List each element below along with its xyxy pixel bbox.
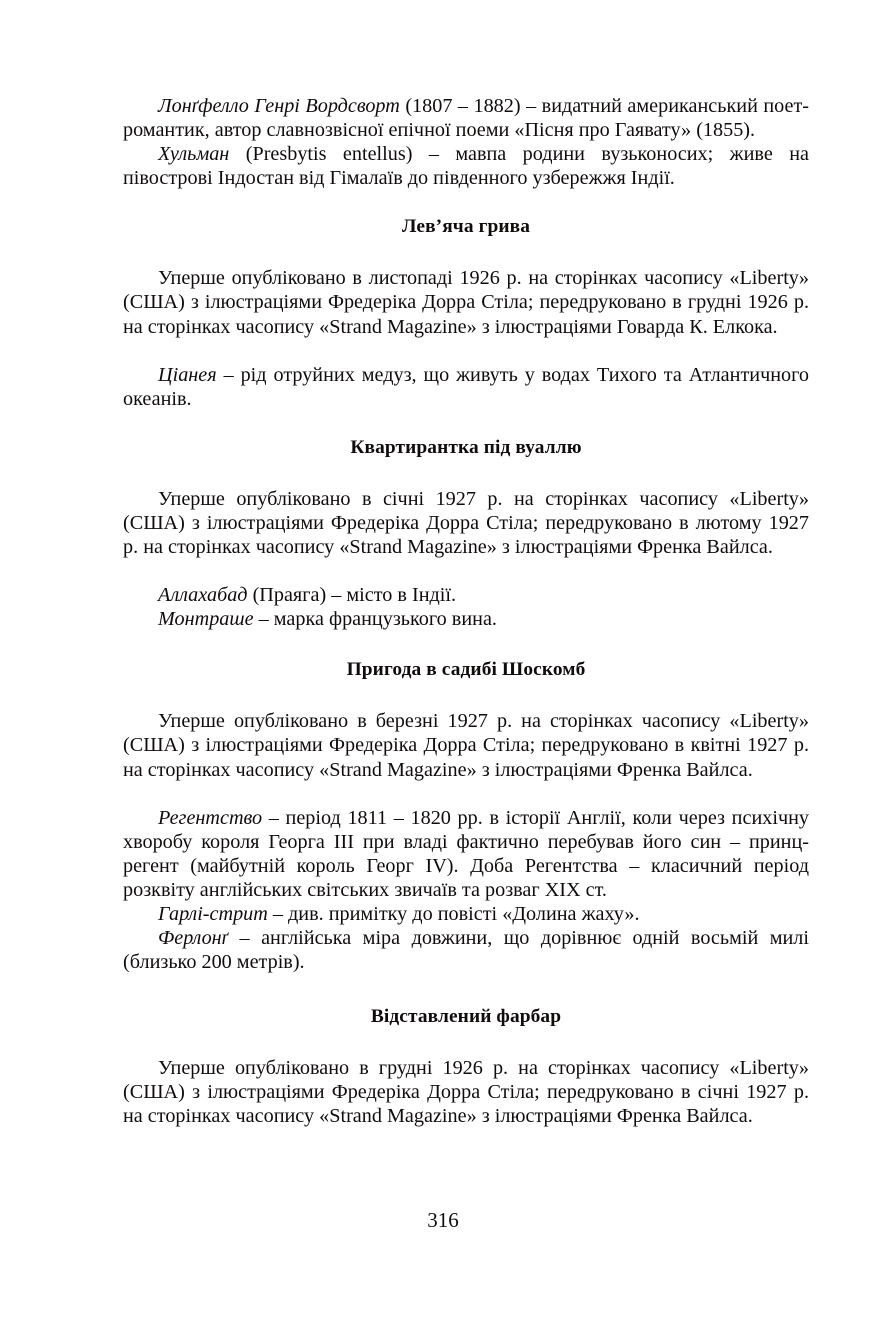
glossary-term: Ціанея xyxy=(158,363,217,386)
note-term: Хульман xyxy=(158,143,230,166)
glossary-entry-furlong xyxy=(123,926,809,974)
glossary-term: Ферлонґ xyxy=(158,927,229,950)
spacer xyxy=(123,974,809,1005)
glossary-body: – рід отруйних медуз, що живуть у водах Тихого та Атлантичного океанів. xyxy=(123,363,809,410)
publication-note-4: Уперше опубліковано в грудні 1926 р. на сторінках часопису «Liberty» (США) з ілюстраціями Фредеріка Дорра Стіла; передруковано в січні 1927 р. на сторінках часопису «Strand Magazine» з ілюстраціями Френка Вайлса. xyxy=(123,1057,809,1128)
glossary-entry-regency xyxy=(123,806,809,902)
page-number: 316 xyxy=(427,1208,459,1232)
note-body: (1807 – 1882) – видатний американський поет-романтик, автор славнозвісної епічної поеми «Пісня про Гаявату» (1855). xyxy=(123,95,810,142)
glossary-term: Регентство xyxy=(158,806,263,829)
glossary-term: Аллахабад xyxy=(158,584,248,607)
section-heading-3: Пригода в садибі Шоскомб xyxy=(346,659,586,681)
spacer xyxy=(123,411,809,436)
glossary-entry-harley-street xyxy=(123,902,809,926)
spacer xyxy=(123,460,809,487)
publication-note-2: Уперше опубліковано в січні 1927 р. на сторінках часопису «Liberty» (США) з ілюстраціями Фредеріка Дорра Стіла; передруковано в лютому 1927 р. на сторінках часопису «Strand Magazine» з ілюстраціями Френка Вайлса. xyxy=(123,487,809,559)
glossary-term: Гарлі-стрит xyxy=(158,902,268,925)
spacer xyxy=(123,239,809,266)
spacer xyxy=(123,190,809,215)
page-text-column xyxy=(123,94,809,1129)
note-entry-longfellow xyxy=(123,94,809,142)
glossary-body: – англійська міра довжини, що дорівнює одній восьмій милі (близько 200 метрів). xyxy=(123,927,809,974)
glossary-entry-cyanea xyxy=(123,363,809,411)
glossary-body: – див. примітку до повісті «Долина жаху». xyxy=(267,902,640,925)
spacer xyxy=(123,559,809,583)
glossary-body: – період 1811 – 1820 рр. в історії Англії, коли через психічну хворобу короля Георга III при владі фактично перебував його син – принц-регент (майбутній король Георг IV). Доба Регентства – класичний період розквіту англійських світських звичаїв та розваг XIX ст. xyxy=(123,806,809,901)
glossary-body: (Праяга) – місто в Індії. xyxy=(247,584,457,607)
section-heading-4: Відставлений фарбар xyxy=(370,1006,562,1028)
glossary-entry-montrachet xyxy=(123,607,809,631)
spacer xyxy=(123,339,809,363)
spacer xyxy=(123,782,809,806)
note-term: Лонґфелло Генрі Вордсворт xyxy=(158,95,400,117)
section-heading-1: Лев’яча грива xyxy=(401,216,531,238)
publication-note-3: Уперше опубліковано в березні 1927 р. на сторінках часопису «Liberty» (США) з ілюстраціями Фредеріка Дорра Стіла; передруковано в квітні 1927 р. на сторінках часопису «Strand Magazine» з ілюстраціями Френка Вайлса. xyxy=(123,710,809,781)
note-entry-hulman xyxy=(123,142,809,190)
note-body: (Presbytis entellus) – мавпа родини вузьконосих; живе на півострові Індостан від Гімалаїв до південного узбережжя Індії. xyxy=(123,143,809,190)
spacer xyxy=(123,1029,809,1056)
glossary-body: – марка французького вина. xyxy=(253,608,497,631)
glossary-entry-allahabad xyxy=(123,583,809,607)
section-heading-2: Квартирантка під вуаллю xyxy=(350,436,582,458)
glossary-term: Монтраше xyxy=(158,608,254,631)
spacer xyxy=(123,682,809,709)
publication-note-1: Уперше опубліковано в листопаді 1926 р. на сторінках часопису «Liberty» (США) з ілюстраціями Фредеріка Дорра Стіла; передруковано в грудні 1926 р. на сторінках часопису «Strand Magazine» з ілюстраціями Говарда К. Елкока. xyxy=(123,267,809,338)
spacer xyxy=(123,631,809,658)
